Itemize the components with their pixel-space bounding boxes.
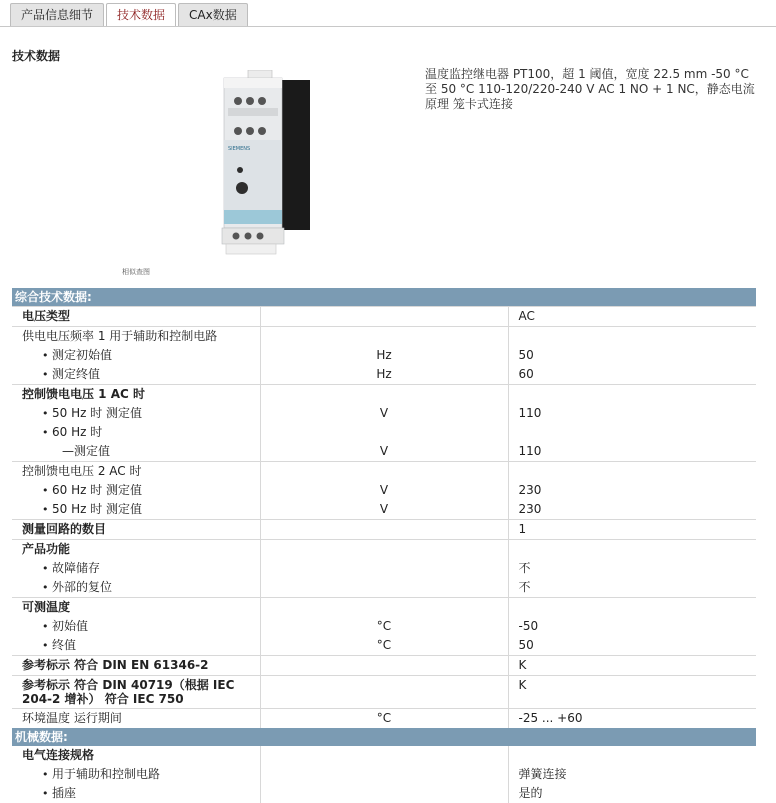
product-image bbox=[218, 70, 318, 258]
product-description: 温度监控继电器 PT100，超 1 阈值，宽度 22.5 mm -50 °C 至 50 °C 110-120/220-240 V AC 1 NO + 1 NC，静态电流原理 笼卡式连接 bbox=[425, 67, 755, 111]
table-row: 供电电压频率 1 用于辅助和控制电路 bbox=[12, 327, 756, 347]
table-row: • 初始值 °C -50 bbox=[12, 617, 756, 636]
section-header-mechanical bbox=[12, 728, 756, 746]
table-row: 测量回路的数目 1 bbox=[12, 520, 756, 540]
table-row: 控制馈电电压 1 AC 时 bbox=[12, 385, 756, 405]
table-row: — 测定值 V 110 bbox=[12, 442, 756, 462]
table-row: 参考标示 符合 DIN 40719（根据 IEC 204-2 增补） 符合 IEC 750 K bbox=[12, 676, 756, 709]
tab-cax-data[interactable]: CAx数据 bbox=[178, 3, 248, 26]
section-header-general bbox=[12, 288, 756, 307]
table-row: 电压类型 AC bbox=[12, 307, 756, 327]
table-row: • 60 Hz 时 测定值 V 230 bbox=[12, 481, 756, 500]
tab-technical-data[interactable]: 技术数据 bbox=[106, 3, 176, 27]
table-row: • 外部的复位 不 bbox=[12, 578, 756, 598]
table-row: 可测温度 bbox=[12, 598, 756, 618]
spec-table bbox=[12, 288, 756, 803]
table-row: • 用于辅助和控制电路 弹簧连接 bbox=[12, 765, 756, 784]
table-row: • 50 Hz 时 测定值 V 110 bbox=[12, 404, 756, 423]
tab-product-info[interactable]: 产品信息细节 bbox=[10, 3, 104, 26]
table-row: • 测定终值 Hz 60 bbox=[12, 365, 756, 385]
table-row: • 插座 是的 bbox=[12, 784, 756, 803]
tab-bar bbox=[10, 3, 248, 27]
section-title: 机械数据: bbox=[12, 728, 756, 746]
table-row: • 60 Hz 时 bbox=[12, 423, 756, 442]
table-row: • 终值 °C 50 bbox=[12, 636, 756, 656]
table-row: • 测定初始值 Hz 50 bbox=[12, 346, 756, 365]
brand-label: SIEMENS bbox=[228, 146, 251, 152]
table-row: • 50 Hz 时 测定值 V 230 bbox=[12, 500, 756, 520]
page-title: 技术数据 bbox=[12, 49, 61, 63]
tab-divider bbox=[0, 26, 776, 27]
table-row: 电气连接规格 bbox=[12, 746, 756, 765]
table-row: 环境温度 运行期间 °C -25 ... +60 bbox=[12, 709, 756, 729]
image-caption: 相似查图 bbox=[122, 268, 150, 276]
section-title: 综合技术数据: bbox=[12, 288, 756, 307]
table-row: 参考标示 符合 DIN EN 61346-2 K bbox=[12, 656, 756, 676]
table-row: 控制馈电电压 2 AC 时 bbox=[12, 462, 756, 482]
table-row: • 故障储存 不 bbox=[12, 559, 756, 578]
table-row: 产品功能 bbox=[12, 540, 756, 560]
